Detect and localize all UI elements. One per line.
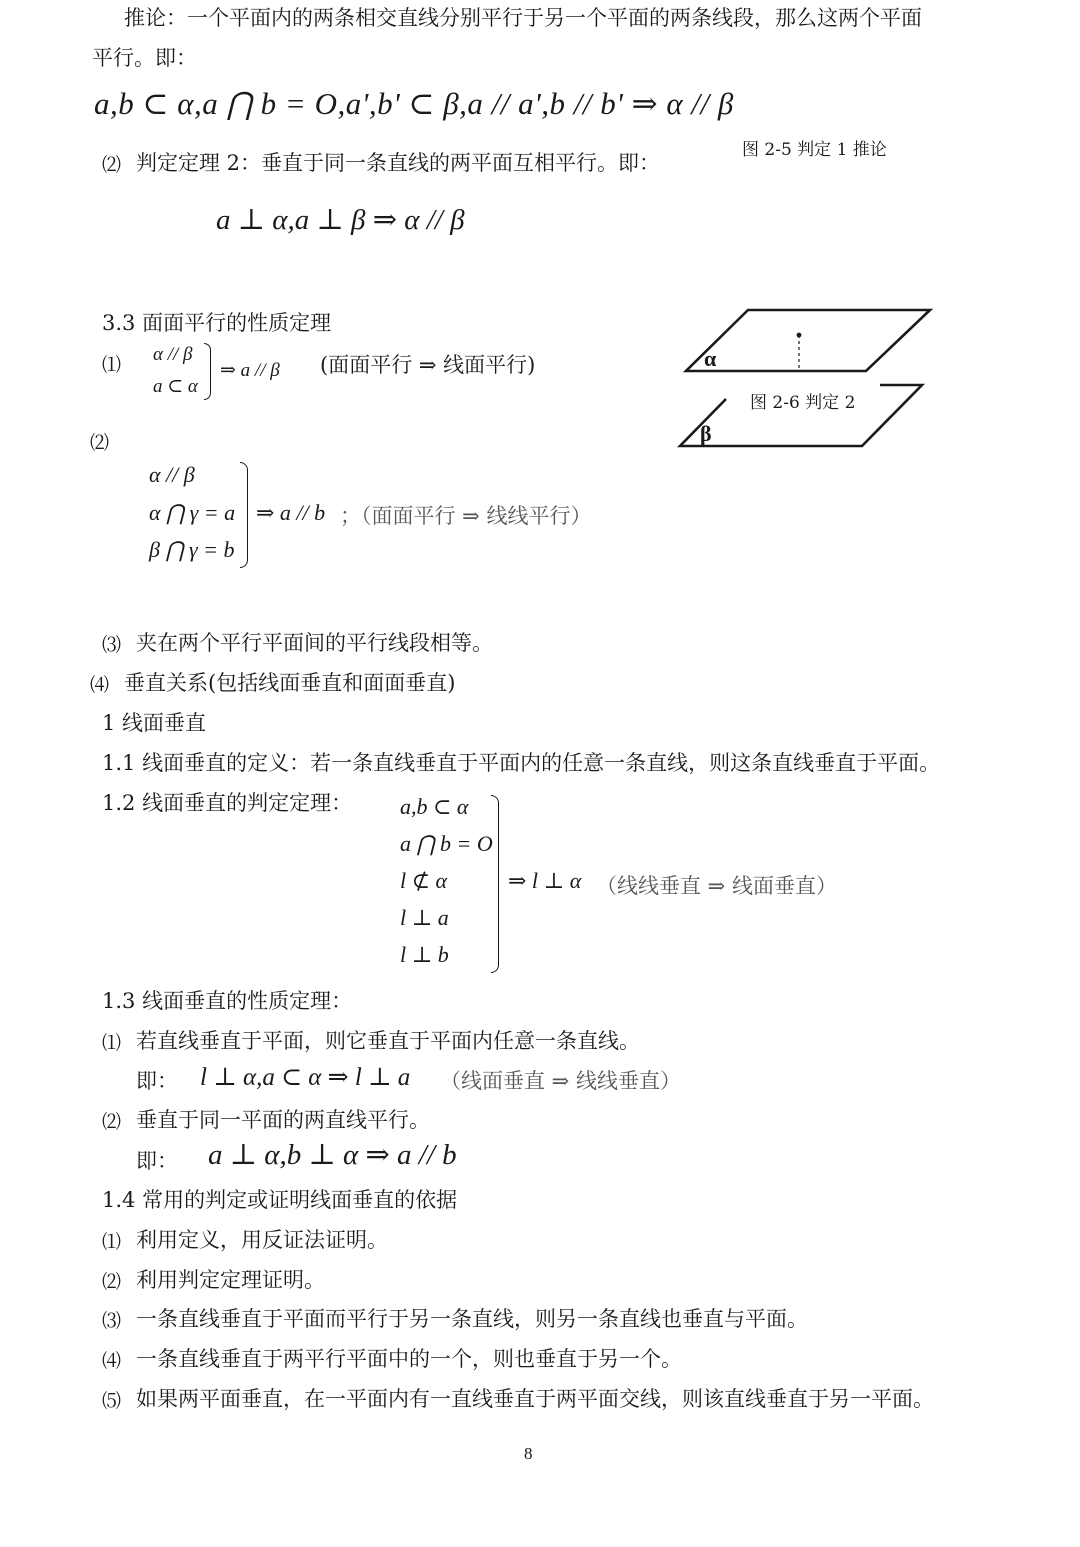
sec33-item3-text: 夹在两个平行平面间的平行线段相等。 <box>136 631 493 655</box>
sec14-title: 1.4 常用的判定或证明线面垂直的依据 <box>102 1188 458 1212</box>
sec13-item2-ji: 即： <box>136 1149 178 1173</box>
sec13-item1-note: （线面垂直 ⇒ 线线垂直） <box>440 1069 681 1093</box>
sec33-item2-cond2: α ⋂ γ = a <box>149 500 236 525</box>
sec12-note: （线线垂直 ⇒ 线面垂直） <box>596 874 837 898</box>
sec14-item1-label: ⑴ <box>102 1232 122 1253</box>
sec14-item1-text: 利用定义，用反证法证明。 <box>136 1228 388 1252</box>
sec14-item2-label: ⑵ <box>102 1272 122 1293</box>
sec13-item2-label: ⑵ <box>102 1112 122 1133</box>
sec13-item1-text: 若直线垂直于平面，则它垂直于平面内任意一条直线。 <box>136 1029 640 1053</box>
sec13-item2-text: 垂直于同一平面的两直线平行。 <box>136 1108 430 1132</box>
sec14-item4-text: 一条直线垂直于两平行平面中的一个，则也垂直于另一个。 <box>136 1347 682 1371</box>
point-marker <box>797 333 802 338</box>
corollary-line1: 推论：一个平面内的两条相交直线分别平行于另一个平面的两条线段，那么这两个平面 <box>124 6 922 30</box>
theorem2-label: ⑵ <box>102 155 122 176</box>
sec12-cond-5: l ⊥ b <box>400 942 449 967</box>
sec33-item1-cond1: α // β <box>153 344 193 365</box>
sec12-cond-3: l ⊄ α <box>400 868 448 893</box>
sec13-item1-ji: 即： <box>136 1069 178 1093</box>
sec14-item4-label: ⑷ <box>102 1351 122 1372</box>
sec33-item1-cond2: a ⊂ α <box>153 376 198 397</box>
fig26-beta-label: β <box>700 421 712 446</box>
sec13-title: 1.3 线面垂直的性质定理： <box>102 989 353 1013</box>
sec33-item3-label: ⑶ <box>102 635 122 656</box>
sec12-result: ⇒ l ⊥ α <box>508 868 582 893</box>
theorem2-formula: a ⊥ α,a ⊥ β ⇒ α // β <box>216 204 465 236</box>
sec12-title: 1.2 线面垂直的判定定理： <box>102 791 353 815</box>
sec11-text: 1.1 线面垂直的定义：若一条直线垂直于平面内的任意一条直线，则这条直线垂直于平面。 <box>102 751 941 775</box>
fig26-caption: 图 2-6 判定 2 <box>750 393 856 413</box>
sec33-item2-cond3: β ⋂ γ = b <box>149 537 235 562</box>
sec14-item2-text: 利用判定定理证明。 <box>136 1268 325 1292</box>
sec33-item2-result: ⇒ a // b <box>256 500 326 525</box>
corollary-line2: 平行。即： <box>92 46 197 70</box>
sec33-item2-label: ⑵ <box>90 433 110 454</box>
theorem2-text: 判定定理 2：垂直于同一条直线的两平面互相平行。即： <box>136 151 661 175</box>
sec4-label: ⑷ <box>90 675 110 696</box>
fig25-caption: 图 2-5 判定 1 推论 <box>742 140 887 160</box>
sec14-item3-text: 一条直线垂直于平面而平行于另一条直线，则另一条直线也垂直与平面。 <box>136 1307 808 1331</box>
sec33-item2-brace <box>240 462 248 568</box>
sec33-item2-cond1: α // β <box>149 462 195 487</box>
sec33-item1-note: (面面平行 ⇒ 线面平行) <box>320 353 536 377</box>
fig26-planes-diagram <box>676 305 940 455</box>
sec13-item2-formula: a ⊥ α,b ⊥ α ⇒ a // b <box>208 1139 457 1171</box>
plane-alpha-shape <box>686 310 930 371</box>
sec13-item1-formula: l ⊥ α,a ⊂ α ⇒ l ⊥ a <box>200 1064 411 1091</box>
sec12-cond-2: a ⋂ b = O <box>400 831 493 856</box>
sec33-item1-label: ⑴ <box>102 355 122 376</box>
sec1-title: 1 线面垂直 <box>102 711 207 735</box>
sec33-item1-result: ⇒ a // β <box>220 360 280 381</box>
sec14-item3-label: ⑶ <box>102 1311 122 1332</box>
sec33-item1-brace <box>204 343 211 400</box>
sec12-brace <box>491 795 499 973</box>
fig26-alpha-label: α <box>704 346 717 371</box>
sec12-cond-4: l ⊥ a <box>400 905 449 930</box>
sec14-item5-label: ⑸ <box>102 1391 122 1412</box>
sec33-item2-note: ；（面面平行 ⇒ 线线平行） <box>340 504 592 528</box>
sec14-item5-text: 如果两平面垂直，在一平面内有一直线垂直于两平面交线，则该直线垂直于另一平面。 <box>136 1387 934 1411</box>
page-number: 8 <box>524 1444 533 1463</box>
corollary-formula: a,b ⊂ α,a ⋂ b = O,a',b' ⊂ β,a // a',b // b' ⇒ α // β <box>94 86 734 121</box>
sec33-title: 3.3 面面平行的性质定理 <box>102 311 332 335</box>
sec13-item1-label: ⑴ <box>102 1033 122 1054</box>
sec12-cond-1: a,b ⊂ α <box>400 794 469 819</box>
sec4-title: 垂直关系(包括线面垂直和面面垂直) <box>124 671 456 695</box>
